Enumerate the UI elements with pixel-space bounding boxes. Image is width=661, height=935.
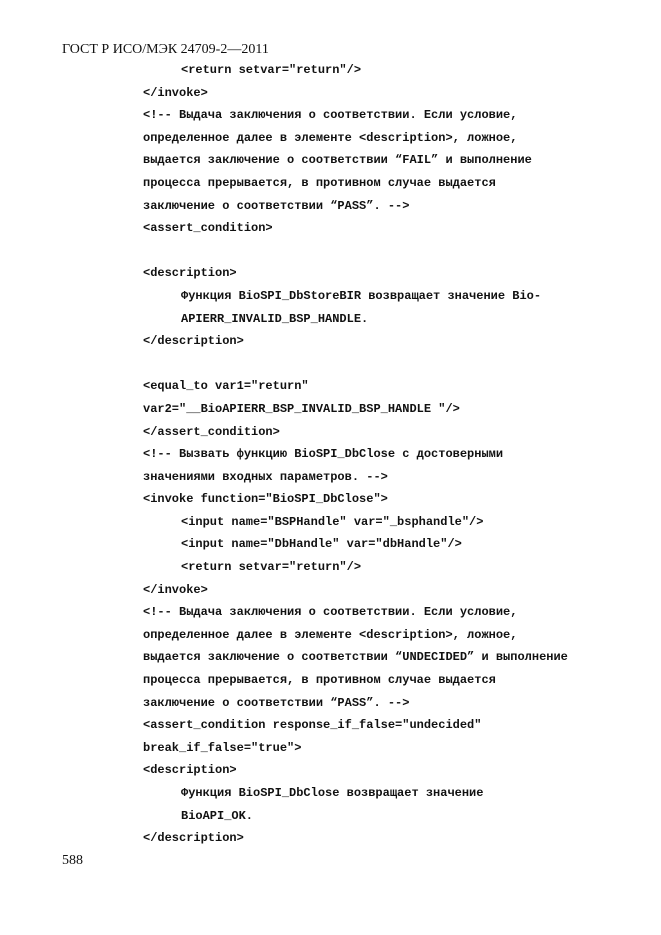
code-line: заключение о соответствии “PASS”. --> [143, 695, 410, 710]
blank-line [0, 353, 661, 376]
code-line: <invoke function="BioSPI_DbClose"> [143, 492, 388, 507]
code-line: определенное далее в элементе <description>, ложное, [143, 627, 518, 642]
code-line: выдается заключение о соответствии “FAIL” и выполнение [143, 153, 532, 168]
code-line: процесса прерывается, в противном случае выдается [143, 673, 496, 688]
code-line: <assert_condition response_if_false="undecided" [143, 718, 482, 733]
code-line: <!-- Выдача заключения о соответствии. Если условие, [143, 605, 518, 620]
code-line: заключение о соответствии “PASS”. --> [143, 198, 410, 213]
code-line: Функция BioSPI_DbStoreBIR возвращает значение Bio- [181, 288, 542, 303]
code-line: <description> [143, 266, 237, 281]
code-listing [0, 59, 661, 850]
code-line: </invoke> [143, 582, 208, 597]
code-line: <!-- Выдача заключения о соответствии. Если условие, [143, 108, 518, 123]
code-line: <assert_condition> [143, 221, 273, 236]
code-line: процесса прерывается, в противном случае выдается [143, 175, 496, 190]
code-line: </assert_condition> [143, 424, 280, 439]
code-line: break_if_false="true"> [143, 740, 302, 755]
page-number: 588 [62, 853, 83, 868]
code-line: BioAPI_OK. [181, 808, 254, 823]
code-line: </invoke> [143, 85, 208, 100]
code-line: выдается заключение о соответствии “UNDECIDED” и выполнение [143, 650, 568, 665]
code-line: </description> [143, 334, 244, 349]
code-line: <equal_to var1="return" [143, 379, 309, 394]
code-line: </description> [143, 831, 244, 846]
code-line: <!-- Вызвать функцию BioSPI_DbClose с достоверными [143, 447, 504, 462]
code-line: <input name="BSPHandle" var="_bsphandle"/> [181, 514, 484, 529]
code-line: <description> [143, 763, 237, 778]
code-line: определенное далее в элементе <description>, ложное, [143, 130, 518, 145]
document-header: ГОСТ Р ИСО/МЭК 24709-2—2011 [62, 42, 269, 57]
code-line: var2="__BioAPIERR_BSP_INVALID_BSP_HANDLE "/> [143, 401, 460, 416]
code-line: <return setvar="return"/> [181, 63, 362, 77]
code-line: <return setvar="return"/> [181, 560, 362, 575]
code-line: Функция BioSPI_DbClose возвращает значение [181, 786, 484, 800]
blank-line [0, 240, 661, 263]
code-line: <input name="DbHandle" var="dbHandle"/> [181, 537, 462, 552]
code-line: APIERR_INVALID_BSP_HANDLE. [181, 311, 369, 326]
code-line: значениями входных параметров. --> [143, 469, 388, 484]
